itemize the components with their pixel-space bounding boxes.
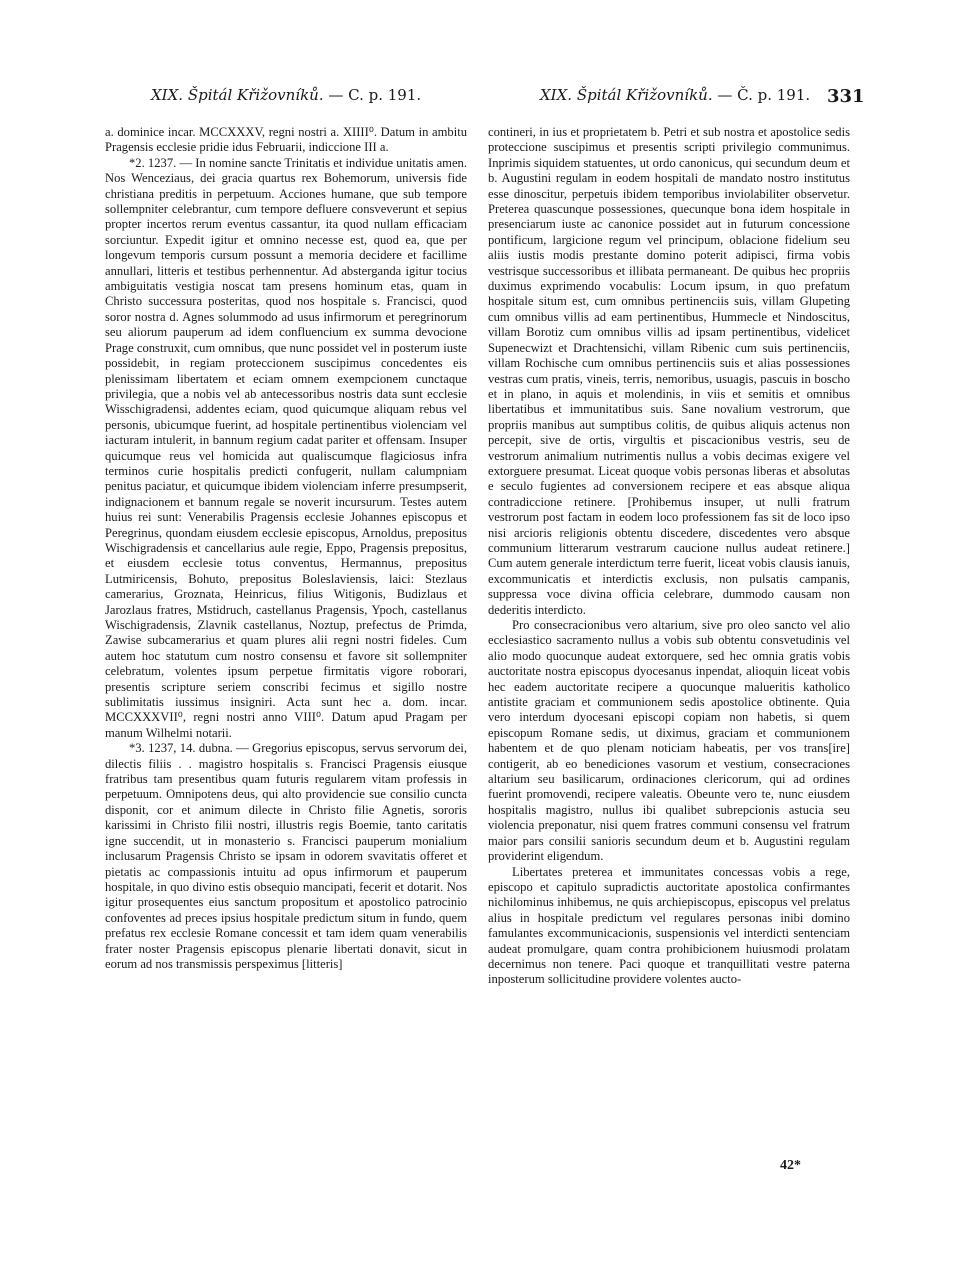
running-title-right: XIX. Špitál Křižovníků.: [540, 86, 713, 104]
paragraph: *3. 1237, 14. dubna. — Gregorius episcopus, servus servorum dei, dilectis filiis . . magistro hospitalis s. Francisci Pragensis eiusque fratribus tam presentibus quam futuris regularem vitam professis in perpetuum. Omnipotens deus, qui alto providencie sue consilio cuncta disponit, cor et animum dilecte in Christo filie Agnetis, sororis karissimi in Christo filii nostri, illustris regis Boemie, tanto caritatis igne succendit, ut in monasterio s. Francisci pauperum monialium inclusarum Pragensis Christo se ipsam in odorem svavitatis offeret et pietatis ac compassionis intuitu ad opus infirmorum et pauperum hospitale, in quo divino estis obsequio mancipati, fecerit et dotarit. Nos igitur prosequentes eius sanctum propositum et apostolico patrocinio confoventes ad preces ipsius hospitale predictum situm in fundo, quem prefatus rex ecclesie Romane concessit et tam idem quam venerabilis frater noster Pragensis episcopus plenarie libertati donavit, sicut in eorum ad nos transmissis perspeximus [litteris]: [105, 741, 467, 971]
paragraph: a. dominice incar. MCCXXXV, regni nostri a. XIIII⁰. Datum in ambitu Pragensis ecclesie pridie idus Februarii, indiccione III a.: [105, 125, 467, 155]
running-header-right: [540, 86, 810, 104]
paragraph: contineri, in ius et proprietatem b. Petri et sub nostra et apostolice sedis proteccione suscipimus et presentis scripti privilegio communimus. Inprimis siquidem statuentes, ut ordo canonicus, qui secundum deum et b. Augustini regulam in eodem hospitali de mandato nostro institutus esse dinoscitur, perpetuis ibidem temporibus inviolabiliter observetur. Preterea quascunque possessiones, quecunque bona idem hospitale in presenciarum iuste ac canonice possidet aut in futurum concessione pontificum, largicione regum vel principum, oblacione fidelium seu aliis iustis modis prestante domino poterit adipisci, firma vobis vestrisque successoribus et illibata permaneant. De quibus hec propriis duximus exprimendo vocabulis: Locum ipsum, in quo prefatum hospitale situm est, cum omnibus pertinenciis suis, villam Glupeting cum omnibus villis ad eam pertinentibus, Hummecle et Nindoscitus, villam Borotiz cum omnibus villis ad ipsam pertinentibus, videlicet Supenecwizt et Drachtensichi, villam Ribenic cum suis pertinenciis, villam Rochische cum omnibus pertinenciis suis et alias possessiones vestras cum pratis, vineis, terris, nemoribus, usuagis, pascuis in boscho et in plano, in aquis et molendinis, in viis et semitis et omnibus libertatibus et immunitatibus suis. Sane novalium vestrorum, que propriis manibus aut sumptibus colitis, de quibus aliquis actenus non percepit, sive de ortis, virgultis et piscacionibus vestris, seu de vestrorum animalium nutrimentis nullus a vobis decimas exigere vel extorguere presumat. Liceat quoque vobis personas liberas et absolutas e seculo fugientes ad conversionem recipere et eas absque aliqua contradiccione retinere. [Prohibemus insuper, ut nulli fratrum vestrorum post factam in eodem loco professionem fas sit de loco ipso nisi arcioris religionis obtentu discedere, discedentes vero absque communium litterarum vestrarum caucione nullus audeat retinere.] Cum autem generale interdictum terre fuerit, liceat vobis clausis ianuis, excommunicatis et interdictis exclusis, non pulsatis campanis, suppressa voce divina officia celebrare, dummodo causam non dederitis interdicto.: [488, 125, 850, 617]
text-column-right: [488, 125, 850, 988]
paragraph: Libertates preterea et immunitates concessas vobis a rege, episcopo et capitulo supradictis auctoritate apostolica confirmantes nichilominus inhibemus, ne quis archiepiscopus, episcopus vel prelatus alius in hospitale predictum vel regulares personas inibi domino famulantes excommunicacionis, suspensionis vel interdicti sentenciam audeat promulgare, quam contra prohibicionem huiusmodi prolatam decernimus non tenere. Paci quoque et tranquillitati vestre paterna inposterum sollicitudine providere volentes aucto-: [488, 864, 850, 987]
paragraph: *2. 1237. — In nomine sancte Trinitatis et individue unitatis amen. Nos Wenceziaus, dei gracia quartus rex Bohemorum, universis fide christiana preditis in perpetuum. Acciones humane, que sub tempore sollempniter celebrantur, cum tempore defluere consveverunt et sepius propter incertos rerum eventus cassantur, ita quod nullam efficaciam sorciuntur. Expedit igitur et omnino necesse est, quod ea, que per longevum temporis cursum possunt a memoria decidere et facillime annullari, litteris et testibus perhennentur. Ad absterganda igitur tocius ambiguitatis vestigia noscat tam presens hominum etas, quam in Christo successura posteritas, quod nos hospitale s. Francisci, quod soror nostra d. Agnes solummodo ad usus infirmorum et peregrinorum seu aliorum pauperum ad idem confluencium ex summa devocione Prage construxit, cum omnibus, que nunc possidet vel in posterum iuste possidebit, in regiam proteccionem suscipimus concedentes eis plenissimam libertatem et eciam omnem exempcionem cunctaque privilegia, que a nobis vel ab antecessoribus nostris data sunt ecclesie Wisschigradensi, addentes eciam, quod quicumque aliquam rebus vel personis, ubicumque fuerint, ad hospitale pertinentibus violenciam vel iacturam intulerit, in bannum regium cadat pariter et offensam. Insuper quicumque reus vel homicida aut qualiscumque flagiciosus infra terminos curie hospitalis predicti confugerit, nullam calumpniam penitus paciatur, et quicumque ibidem violenciam inferre presumpserit, indignacionem et bannum regale se noverit incursurum. Testes autem huius rei sunt: Venerabilis Pragensis ecclesie Johannes episcopus et Peregrinus, quondam eiusdem ecclesie episcopus, Arnoldus, prepositus Wischigradensis et cancellarius aule regie, Eppo, Pragensis prepositus, et eiusdem ecclesie totus conventus, Hermannus, prepositus Lutmiricensis, Bohuto, prepositus Boleslaviensis, laici: Stezlaus camerarius, Groznata, Heinricus, filius Witigonis, Budizlaus et Jarozlaus fratres, Mstidruch, castellanus Pragensis, Ypoch, castellanus Wischigradensis, Zlavnik castellanus, Noztup, prefectus de Primda, Zawise subcamerarius et quam plures alii regni nostri fideles. Cum autem hoc statutum cum nostro consensu et favore sit sollempniter celebratum, volentes ipsum perpetue firmitatis vigore roborari, presentis scripture seriem conscribi fecimus et sigillo nostre sublimitatis iussimus insigniri. Acta sunt hec a. dom. incar. MCCXXXVII⁰, regni nostri anno VIII⁰. Datum apud Pragam per manum Wilhelmi notarii.: [105, 155, 467, 740]
text-column-left: [105, 125, 467, 972]
running-title-left: XIX. Špitál Křižovníků.: [151, 86, 324, 104]
paragraph: Pro consecracionibus vero altarium, sive pro oleo sancto vel alio ecclesiastico sacramento nullus a vobis sub obtentu consvetudinis vel alio modo quocunque audeat extorquere, sed hec omnia gratis vobis auctoritate nostra episcopus dyocesanus inpendat, alioquin liceat vobis hec eadem auctoritate recipere a quocunque malueritis katholico antistite graciam et communionem sedis apostolice obtinente. Quia vero interdum dyocesani episcopi copiam non habetis, si quem episcopum Romane sedis, ut diximus, graciam et communionem habentem et de quo plenam noticiam habeatis, per vos trans[ire] contigerit, ab eo benediciones vasorum et vestium, consecraciones altarium seu basilicarum, ordinaciones clericorum, qui ad ordines fuerint promovendi, recipere valeatis. Obeunte vero te, nunc eiusdem hospitalis magistro, nullus ibi qualibet subrepcionis astucia seu violencia preponatur, nisi quem fratres communi consensu vel fratrum maior pars consilii sanioris secundum deum et b. Augustini regulam providerint eligendum.: [488, 618, 850, 864]
running-header-left: [151, 86, 421, 104]
page-number: 331: [827, 86, 865, 107]
reference-left: — C. p. 191.: [328, 86, 422, 104]
signature-mark: 42*: [780, 1158, 801, 1173]
reference-right: — Č. p. 191.: [717, 86, 811, 104]
